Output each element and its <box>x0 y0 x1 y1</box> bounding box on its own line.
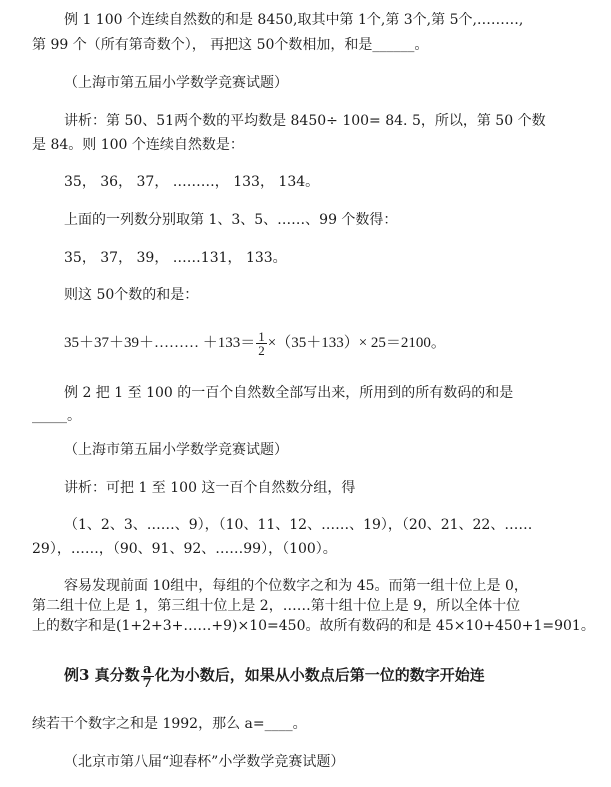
formula-fraction <box>256 330 267 357</box>
formula-left: 35＋37＋39＋……… ＋133＝ <box>64 335 256 351</box>
example3-source: （北京市第八届“迎春杯”小学数学竞赛试题） <box>64 754 345 770</box>
formula-right: ×（35＋133）× 25＝2100。 <box>267 335 446 351</box>
example1-analysis-line1: 讲析：第 50、51两个数的平均数是 8450÷ 100= 84. 5，所以，第 50 个数 <box>64 113 546 129</box>
example2-para-line1: 容易发现前面 10组中，每组的个位数字之和为 45。而第一组十位上是 0， <box>64 578 528 594</box>
formula-numerator: 1 <box>258 329 265 345</box>
example3-line1 <box>64 660 485 690</box>
example2-para-line2: 第二组十位上是 1，第三组十位上是 2，……第十组十位上是 9，所以全体十位 <box>32 598 521 614</box>
example1-sequence-odd: 35， 37， 39， ……131， 133。 <box>64 250 287 266</box>
example2-line2: _____。 <box>32 408 81 424</box>
example3-frac-denominator: 7 <box>142 675 152 691</box>
example2-groups-line2: 29），……，（90、91、92、……99），（100）。 <box>32 541 337 557</box>
example3-line1-before: 例3 真分数 <box>64 666 140 684</box>
example1-formula <box>64 328 446 358</box>
example1-sum-text: 则这 50个数的和是： <box>64 287 199 303</box>
example1-line2: 第 99 个（所有第奇数个）， 再把这 50个数相加，和是______。 <box>32 37 429 53</box>
example1-pick-text: 上面的一列数分别取第 1、3、5、……、99 个数得： <box>64 212 398 228</box>
example3-line2: 续若干个数字之和是 1992，那么 a=____。 <box>32 716 307 732</box>
example1-analysis-line2: 是 84。则 100 个连续自然数是： <box>32 137 244 153</box>
example1-line1: 例 1 100 个连续自然数的和是 8450,取其中第 1个,第 3个,第 5个,………, <box>64 12 524 28</box>
example2-source: （上海市第五届小学数学竞赛试题） <box>64 442 288 458</box>
example3-frac-numerator: a <box>141 663 154 677</box>
example2-line1: 例 2 把 1 至 100 的一百个自然数全部写出来，所用到的所有数码的和是 <box>64 385 514 401</box>
example3-line1-after: 化为小数后，如果从小数点后第一位的数字开始连 <box>154 666 485 684</box>
example1-source: （上海市第五届小学数学竞赛试题） <box>64 75 288 91</box>
example3-fraction <box>141 663 154 690</box>
formula-denominator: 2 <box>258 343 265 359</box>
example2-groups-line1: （1、2、3、……、9），（10、11、12、……、19），（20、21、22、…… <box>64 517 533 533</box>
example2-para-line3: 上的数字和是(1+2+3+……+9)×10=450。故所有数码的和是 45×10+450+1=901。 <box>32 618 595 634</box>
example1-sequence-all: 35， 36， 37， ………， 133， 134。 <box>64 174 320 190</box>
example2-analysis: 讲析：可把 1 至 100 这一百个自然数分组，得 <box>64 480 356 496</box>
